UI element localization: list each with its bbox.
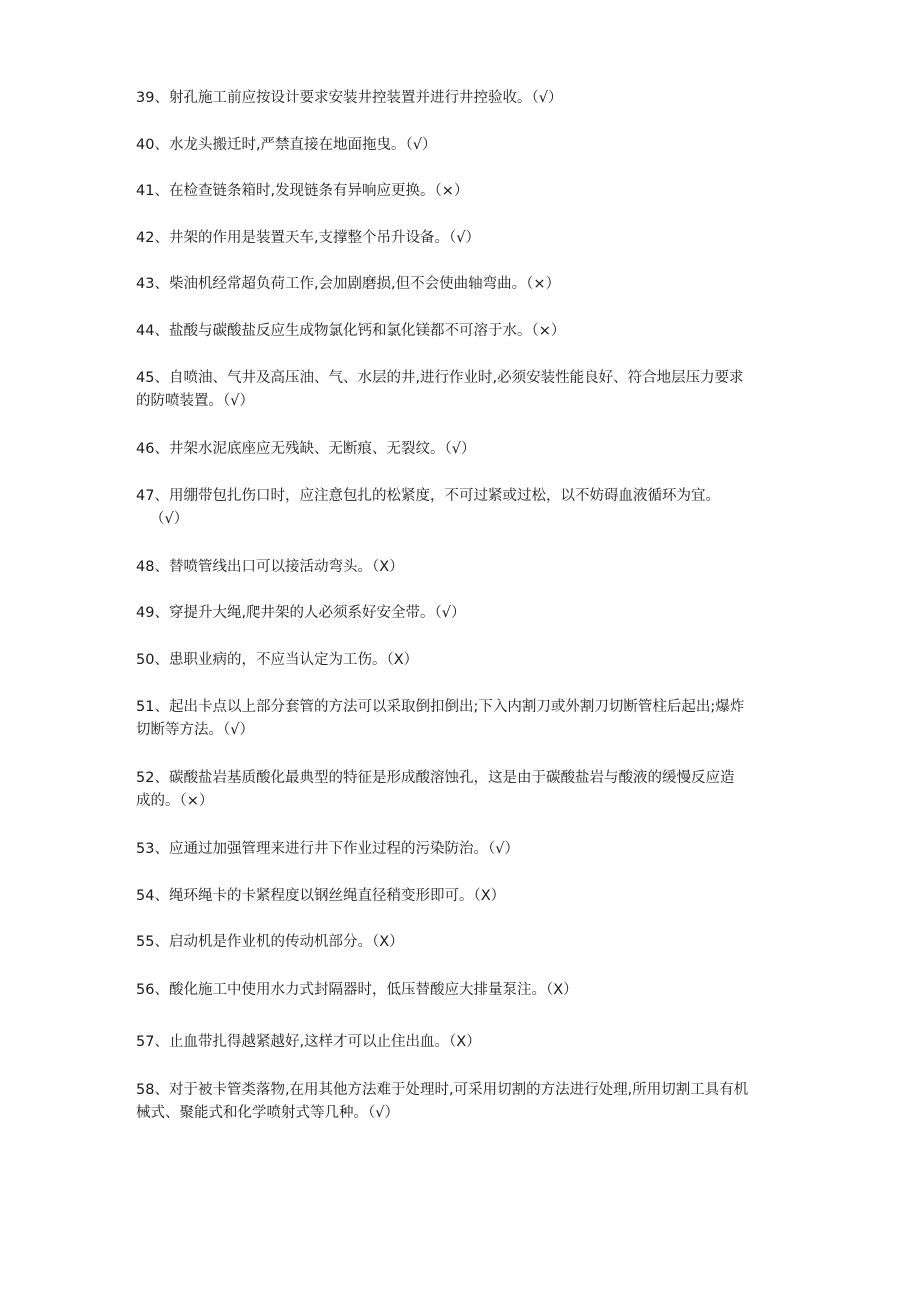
item-58: 58、对于被卡管类落物,在用其他方法难于处理时,可采用切割的方法进行处理,所用切割工具有机 械式、聚能式和化学喷射式等几种。（√） bbox=[136, 1082, 749, 1121]
item-47: 47、用绷带包扎伤口时，应注意包扎的松紧度，不可过紧或过松，以不妨碍血液循环为宜。 （√） bbox=[136, 488, 720, 527]
item-49: 49、穿提升大绳,爬井架的人必须系好安全带。（√） bbox=[136, 605, 466, 621]
item-43: 43、柴油机经常超负荷工作,会加剧磨损,但不会使曲轴弯曲。（×） bbox=[136, 276, 561, 292]
item-57: 57、止血带扎得越紧越好,这样才可以止住出血。（X） bbox=[136, 1034, 481, 1050]
item-41: 41、在检查链条箱时,发现链条有异响应更换。（×） bbox=[136, 183, 469, 199]
item-42: 42、井架的作用是装置天车,支撑整个吊升设备。（√） bbox=[136, 230, 481, 246]
item-48: 48、替喷管线出口可以接活动弯头。（X） bbox=[136, 559, 404, 575]
item-44: 44、盐酸与碳酸盐反应生成物氯化钙和氯化镁都不可溶于水。（×） bbox=[136, 323, 566, 339]
item-39: 39、射孔施工前应按设计要求安装井控装置并进行井控验收。（√） bbox=[136, 90, 563, 106]
item-40: 40、水龙头搬迁时,严禁直接在地面拖曳。（√） bbox=[136, 137, 437, 153]
item-46: 46、井架水泥底座应无残缺、无断痕、无裂纹。（√） bbox=[136, 441, 476, 457]
item-56: 56、酸化施工中使用水力式封隔器时，低压替酸应大排量泵注。（X） bbox=[136, 982, 578, 998]
item-50: 50、患职业病的，不应当认定为工伤。（X） bbox=[136, 652, 419, 668]
item-51: 51、起出卡点以上部分套管的方法可以采取倒扣倒出;下入内割刀或外割刀切断管柱后起出;爆炸 切断等方法。（√） bbox=[136, 699, 745, 738]
item-54: 54、绳环绳卡的卡紧程度以钢丝绳直径稍变形即可。（X） bbox=[136, 888, 506, 904]
item-53: 53、应通过加强管理来进行井下作业过程的污染防治。（√） bbox=[136, 841, 519, 857]
item-52: 52、碳酸盐岩基质酸化最典型的特征是形成酸溶蚀孔，这是由于碳酸盐岩与酸液的缓慢反应造 成的。（×） bbox=[136, 770, 735, 809]
item-45: 45、自喷油、气井及高压油、气、水层的井,进行作业时,必须安装性能良好、符合地层压力要求 的防喷装置。（√） bbox=[136, 370, 744, 409]
item-55: 55、启动机是作业机的传动机部分。（X） bbox=[136, 934, 404, 950]
